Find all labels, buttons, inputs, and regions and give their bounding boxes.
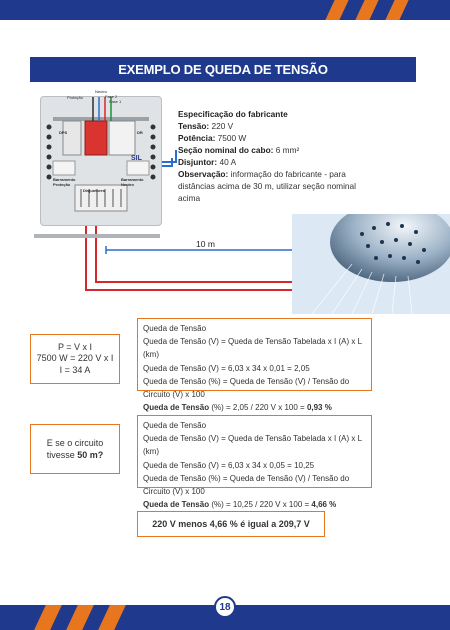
- question-bold: 50 m?: [77, 450, 104, 460]
- calc-bold-label: Queda de Tensão: [143, 500, 210, 510]
- bottom-stripe: [34, 605, 62, 630]
- formula-line: P = V x I: [57, 341, 93, 352]
- question-box: [30, 424, 120, 474]
- bar-protecao-label: Barramento Proteção: [53, 177, 76, 187]
- spec-secao-label: Seção nominal do cabo:: [178, 145, 274, 155]
- wire-label-fase2: Fase 2: [105, 94, 118, 99]
- spec-secao-value: 6 mm²: [275, 145, 300, 155]
- manufacturer-spec: [178, 108, 448, 204]
- electrical-panel: [40, 89, 162, 226]
- shower-illustration: [292, 214, 450, 314]
- calc-box-10m: [137, 318, 372, 413]
- wire-label-fase1: Fase 1: [109, 99, 122, 104]
- calc-result: 0,93 %: [306, 403, 332, 413]
- calc-line: Queda de Tensão (%) = Queda de Tensão (V) / Tensão do Circuito (V) x 100: [143, 376, 350, 400]
- page-title-text: EXEMPLO DE QUEDA DE TENSÃO: [118, 62, 328, 77]
- question-pre: E se o circuito tivesse: [46, 438, 104, 460]
- spec-tensao-value: 220 V: [211, 121, 234, 131]
- calc-result: 4,66 %: [311, 500, 337, 510]
- spec-disjuntor-value: 40 A: [219, 157, 237, 167]
- spec-potencia-value: 7500 W: [217, 133, 247, 143]
- calc-line: Queda de Tensão (V) = Queda de Tensão Tabelada x I (A) x L (km): [143, 434, 362, 457]
- calc-line: [143, 498, 366, 511]
- brand-logo: SIL: [131, 155, 142, 162]
- spec-heading: Especificação do fabricante: [178, 109, 288, 119]
- dr-label: DR: [137, 130, 143, 135]
- spec-obs-label: Observação:: [178, 169, 229, 179]
- formula-line: 7500 W = 220 V x I: [36, 353, 114, 364]
- calc-line: [143, 401, 366, 414]
- calc-line: Queda de Tensão (%) = Queda de Tensão (V) / Tensão do Circuito (V) x 100: [143, 473, 350, 497]
- disjuntores-label: Disjuntores: [83, 188, 106, 193]
- calc-line: Queda de Tensão (V) = Queda de Tensão Tabelada x I (A) x L (km): [143, 337, 362, 360]
- bottom-stripe: [66, 605, 94, 630]
- bar-neutro-label: Barramento Neutro: [121, 177, 144, 187]
- result-box: [137, 511, 325, 537]
- wire-label-neutro: Neutro: [95, 89, 108, 94]
- shower-image: [292, 214, 450, 314]
- calc-line: Queda de Tensão (V) = 6,03 x 34 x 0,01 = 2,05: [143, 363, 310, 373]
- phase-wire: [96, 224, 304, 282]
- calc-bold-label: Queda de Tensão: [143, 403, 210, 413]
- spec-obs-value: informação do fabricante - para distâncias acima de 30 m, utilizar seção nominal acima: [178, 169, 357, 203]
- calc-line: Queda de Tensão: [143, 421, 207, 430]
- page-number-text: 18: [219, 601, 231, 613]
- bottom-stripe: [98, 605, 126, 630]
- formula-line: I = 34 A: [59, 364, 91, 375]
- calc-expression: (%) = 10,25 / 220 V x 100 =: [209, 500, 312, 510]
- distance-label: 10 m: [196, 239, 215, 249]
- result-text: 220 V menos 4,66 % é igual a 209,7 V: [152, 519, 310, 529]
- question-text: [31, 437, 119, 461]
- power-formula-box: [30, 334, 120, 384]
- calc-line: Queda de Tensão (V) = 6,03 x 34 x 0,05 = 10,25: [143, 460, 315, 470]
- phase-wire: [86, 224, 298, 290]
- wire-label-protecao: Proteção: [67, 95, 84, 100]
- calc-expression: (%) = 2,05 / 220 V x 100 =: [209, 403, 307, 413]
- spec-potencia-label: Potência:: [178, 133, 216, 143]
- page-number: [214, 596, 236, 618]
- panel-illustration: [41, 97, 161, 225]
- spec-disjuntor-label: Disjuntor:: [178, 157, 218, 167]
- calc-line: Queda de Tensão: [143, 324, 207, 333]
- calc-box-50m: [137, 415, 372, 510]
- dps-label: DPS: [59, 130, 68, 135]
- spec-tensao-label: Tensão:: [178, 121, 210, 131]
